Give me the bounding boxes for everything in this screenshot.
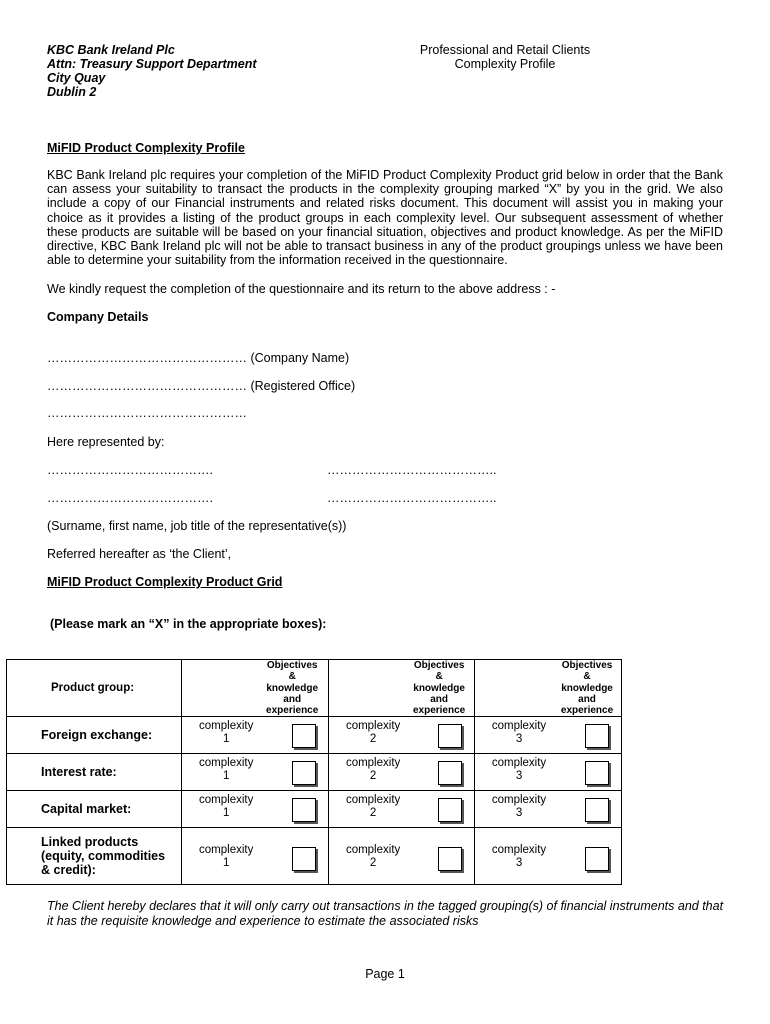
row-label-capital-market: Capital market: <box>7 791 182 828</box>
cell-lp-2: complexity 2 <box>329 828 475 885</box>
representative-3-field[interactable]: …………………………………. <box>47 491 213 505</box>
row-label-linked-products: Linked products (equity, commodities & credit): <box>7 828 182 885</box>
request-text: We kindly request the completion of the questionnaire and its return to the above address : - <box>47 282 556 296</box>
extra-address-field[interactable]: ………………………………………… <box>47 406 247 420</box>
complexity-grid <box>6 659 622 885</box>
company-details-heading: Company Details <box>47 310 149 324</box>
company-name-field[interactable]: ………………………………………… (Company Name) <box>47 351 350 365</box>
cell-fx-2: complexity 2 <box>329 717 475 754</box>
checkbox-ir-2[interactable] <box>438 761 462 785</box>
cell-cm-2: complexity 2 <box>329 791 475 828</box>
grid-instruction: (Please mark an “X” in the appropriate boxes): <box>50 617 327 631</box>
cell-ir-1: complexity 1 <box>182 754 329 791</box>
address-line-3: City Quay <box>47 71 106 85</box>
checkbox-fx-1[interactable] <box>292 724 316 748</box>
grid-title: MiFID Product Complexity Product Grid <box>47 575 283 589</box>
grid-row-foreign-exchange <box>7 717 622 754</box>
client-declaration: The Client hereby declares that it will only carry out transactions in the tagged grouping(s) of financial instruments and that it has the requisite knowledge and experience to estimate the associated risks <box>47 899 724 928</box>
document-header <box>380 43 630 71</box>
cell-lp-1: complexity 1 <box>182 828 329 885</box>
cell-fx-3: complexity 3 <box>475 717 622 754</box>
cell-ir-2: complexity 2 <box>329 754 475 791</box>
grid-row-capital-market <box>7 791 622 828</box>
section-title: MiFID Product Complexity Profile <box>47 141 245 155</box>
checkbox-cm-2[interactable] <box>438 798 462 822</box>
representative-2-field[interactable]: ………………………………….. <box>327 463 497 477</box>
bank-address <box>47 43 257 99</box>
checkbox-cm-1[interactable] <box>292 798 316 822</box>
checkbox-lp-1[interactable] <box>292 847 316 871</box>
checkbox-fx-3[interactable] <box>585 724 609 748</box>
cell-cm-1: complexity 1 <box>182 791 329 828</box>
checkbox-lp-3[interactable] <box>585 847 609 871</box>
address-line-4: Dublin 2 <box>47 85 97 99</box>
header-objectives-1: Objectives & knowledge and experience <box>182 660 329 717</box>
representative-1-field[interactable]: …………………………………. <box>47 463 213 477</box>
checkbox-fx-2[interactable] <box>438 724 462 748</box>
checkbox-cm-3[interactable] <box>585 798 609 822</box>
grid-row-interest-rate <box>7 754 622 791</box>
header-product-group: Product group: <box>7 660 182 717</box>
cell-lp-3: complexity 3 <box>475 828 622 885</box>
address-line-1: KBC Bank Ireland Plc <box>47 43 175 57</box>
representative-4-field[interactable]: ………………………………….. <box>327 491 497 505</box>
grid-header-row <box>7 660 622 717</box>
address-line-2: Attn: Treasury Support Department <box>47 57 257 71</box>
grid-row-linked-products <box>7 828 622 885</box>
header-line-2: Complexity Profile <box>454 57 556 71</box>
cell-fx-1: complexity 1 <box>182 717 329 754</box>
header-line-1: Professional and Retail Clients <box>419 43 591 57</box>
row-label-foreign-exchange: Foreign exchange: <box>7 717 182 754</box>
cell-ir-3: complexity 3 <box>475 754 622 791</box>
intro-paragraph: KBC Bank Ireland plc requires your completion of the MiFID Product Complexity Product grid below in order that the Bank can assess your suitability to transact the products in the complexity grouping marked “X” by you in the grid. We also include a copy of our Financial instruments and related risks document. This document will assist you in making your choice as it provides a listing of the product groups in each complexity level. Our subsequent assessment of whether these products are suitable will be based on your financial situation, objectives and product knowledge. As per the MiFID directive, KBC Bank Ireland plc will not be able to transact business in any of the product groupings unless we have been able to determine your suitability from the information received in the questionnaire. <box>47 168 723 268</box>
represented-by-label: Here represented by: <box>47 435 165 449</box>
client-reference: Referred hereafter as ‘the Client’, <box>47 547 232 561</box>
header-objectives-3: Objectives & knowledge and experience <box>475 660 622 717</box>
checkbox-ir-1[interactable] <box>292 761 316 785</box>
checkbox-ir-3[interactable] <box>585 761 609 785</box>
page-number: Page 1 <box>365 967 405 981</box>
checkbox-lp-2[interactable] <box>438 847 462 871</box>
row-label-interest-rate: Interest rate: <box>7 754 182 791</box>
representative-note: (Surname, first name, job title of the representative(s)) <box>47 519 347 533</box>
cell-cm-3: complexity 3 <box>475 791 622 828</box>
header-objectives-2: Objectives & knowledge and experience <box>329 660 475 717</box>
registered-office-field[interactable]: ………………………………………… (Registered Office) <box>47 379 356 393</box>
